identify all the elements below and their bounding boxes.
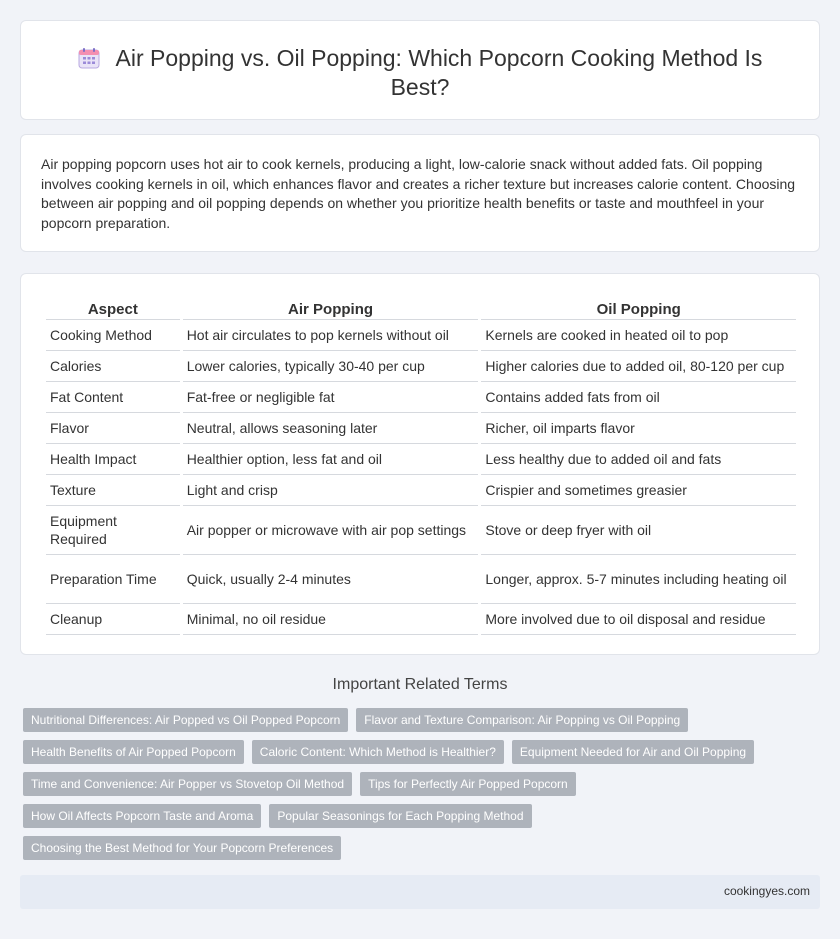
- aspect-cell: Cooking Method: [46, 320, 180, 351]
- table-header-row: [46, 294, 796, 320]
- table-row: [46, 475, 796, 506]
- oil-popping-cell: Stove or deep fryer with oil: [481, 506, 796, 555]
- table-row: [46, 555, 796, 604]
- intro-paragraph: Air popping popcorn uses hot air to cook kernels, producing a light, low-calorie snack without added fats. Oil popping involves cooking kernels in oil, which enhances flavor and creates a richer texture but increases calorie content. Choosing between air popping and oil popping depends on whether you prioritize health benefits or taste and mouthfeel in your popcorn preparation.: [41, 156, 796, 231]
- comparison-card: [20, 273, 820, 655]
- calendar-icon: [78, 47, 100, 69]
- table-row: [46, 382, 796, 413]
- footer-site-link[interactable]: cookingyes.com: [723, 884, 810, 898]
- related-term-tag[interactable]: Popular Seasonings for Each Popping Method: [269, 804, 531, 828]
- tag-row: [23, 740, 823, 764]
- related-terms-list: [23, 708, 823, 868]
- related-term-tag[interactable]: How Oil Affects Popcorn Taste and Aroma: [23, 804, 261, 828]
- related-term-tag[interactable]: Caloric Content: Which Method is Healthier?: [252, 740, 504, 764]
- air-popping-cell: Air popper or microwave with air pop settings: [183, 506, 479, 555]
- table-row: [46, 320, 796, 351]
- tag-row: [23, 772, 823, 796]
- oil-popping-cell: More involved due to oil disposal and residue: [481, 604, 796, 635]
- table-row: [46, 506, 796, 555]
- related-term-tag[interactable]: Time and Convenience: Air Popper vs Stovetop Oil Method: [23, 772, 352, 796]
- table-row: [46, 604, 796, 635]
- air-popping-cell: Minimal, no oil residue: [183, 604, 479, 635]
- table-row: [46, 351, 796, 382]
- aspect-cell: Health Impact: [46, 444, 180, 475]
- related-term-tag[interactable]: Equipment Needed for Air and Oil Popping: [512, 740, 754, 764]
- footer: [20, 875, 820, 909]
- air-popping-cell: Light and crisp: [183, 475, 479, 506]
- title-wrap: [21, 44, 819, 102]
- related-term-tag[interactable]: Nutritional Differences: Air Popped vs Oil Popped Popcorn: [23, 708, 348, 732]
- aspect-cell: Cleanup: [46, 604, 180, 635]
- comparison-table: [43, 294, 799, 635]
- oil-popping-cell: Longer, approx. 5-7 minutes including heating oil: [481, 555, 796, 604]
- related-term-tag[interactable]: Flavor and Texture Comparison: Air Popping vs Oil Popping: [356, 708, 688, 732]
- related-term-tag[interactable]: Choosing the Best Method for Your Popcorn Preferences: [23, 836, 341, 860]
- aspect-cell: Equipment Required: [46, 506, 180, 555]
- tag-row: [23, 708, 823, 732]
- air-popping-cell: Hot air circulates to pop kernels without oil: [183, 320, 479, 351]
- title-card: [20, 20, 820, 120]
- aspect-cell: Calories: [46, 351, 180, 382]
- aspect-cell: Flavor: [46, 413, 180, 444]
- header-aspect: Aspect: [46, 294, 180, 320]
- table-row: [46, 413, 796, 444]
- oil-popping-cell: Richer, oil imparts flavor: [481, 413, 796, 444]
- air-popping-cell: Neutral, allows seasoning later: [183, 413, 479, 444]
- oil-popping-cell: Higher calories due to added oil, 80-120 per cup: [481, 351, 796, 382]
- header-oil-popping: Oil Popping: [481, 294, 796, 320]
- related-term-tag[interactable]: Tips for Perfectly Air Popped Popcorn: [360, 772, 576, 796]
- tag-row: [23, 836, 823, 860]
- aspect-cell: Preparation Time: [46, 555, 180, 604]
- intro-card: [20, 134, 820, 252]
- air-popping-cell: Healthier option, less fat and oil: [183, 444, 479, 475]
- related-term-tag[interactable]: Health Benefits of Air Popped Popcorn: [23, 740, 244, 764]
- oil-popping-cell: Contains added fats from oil: [481, 382, 796, 413]
- aspect-cell: Fat Content: [46, 382, 180, 413]
- oil-popping-cell: Less healthy due to added oil and fats: [481, 444, 796, 475]
- tag-row: [23, 804, 823, 828]
- aspect-cell: Texture: [46, 475, 180, 506]
- air-popping-cell: Lower calories, typically 30-40 per cup: [183, 351, 479, 382]
- related-terms-title: Important Related Terms: [332, 676, 508, 693]
- oil-popping-cell: Kernels are cooked in heated oil to pop: [481, 320, 796, 351]
- table-row: [46, 444, 796, 475]
- header-air-popping: Air Popping: [183, 294, 479, 320]
- air-popping-cell: Quick, usually 2-4 minutes: [183, 555, 479, 604]
- oil-popping-cell: Crispier and sometimes greasier: [481, 475, 796, 506]
- page-title: Air Popping vs. Oil Popping: Which Popcorn Cooking Method Is Best?: [115, 45, 763, 100]
- air-popping-cell: Fat-free or negligible fat: [183, 382, 479, 413]
